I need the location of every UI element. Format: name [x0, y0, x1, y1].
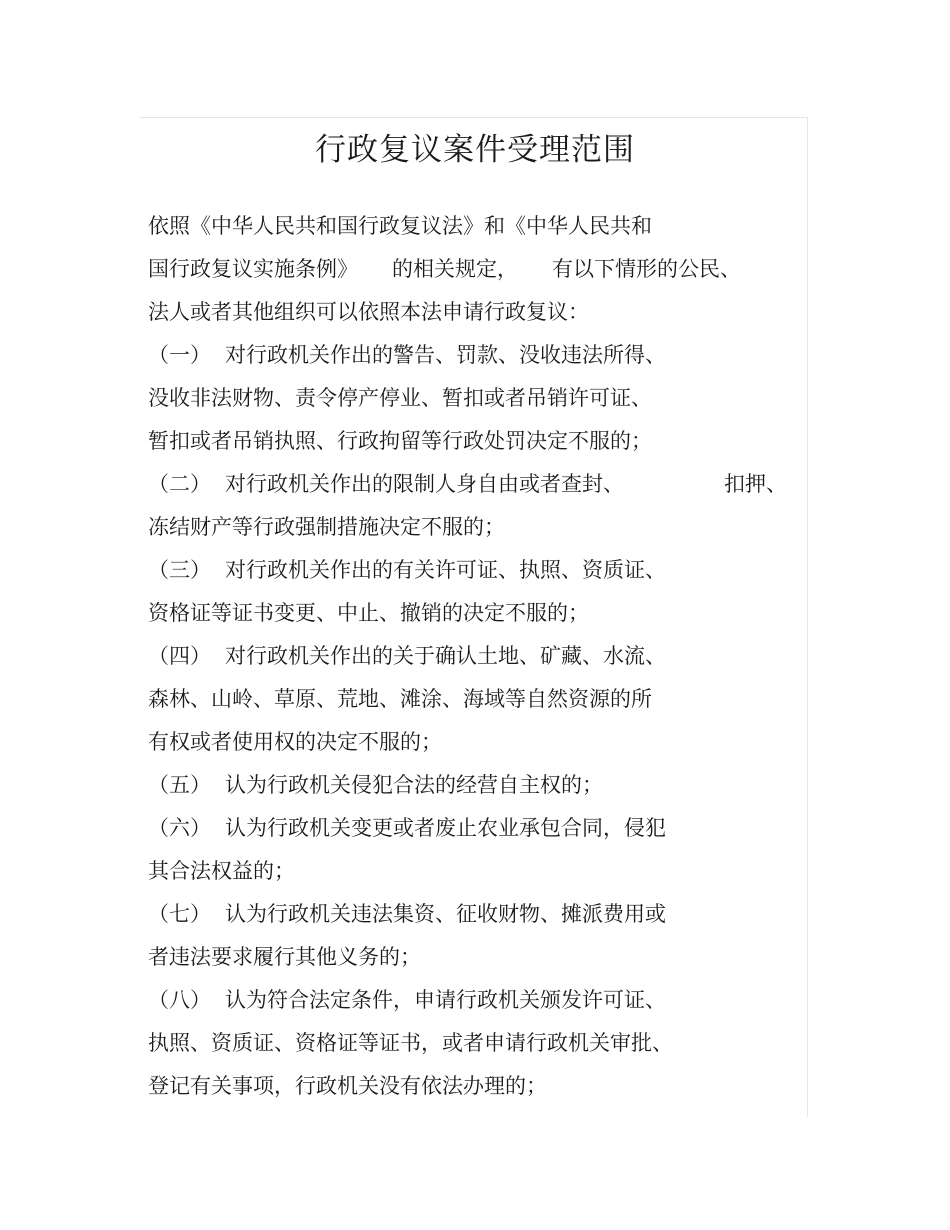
- body-line: [148, 463, 798, 506]
- body-line: [148, 893, 798, 936]
- item-number: （六）: [148, 816, 211, 840]
- line-text: 对行政机关作出的警告、罚款、没收违法所得、: [225, 343, 666, 367]
- line-text: 登记有关事项，行政机关没有依法办理的；: [148, 1074, 547, 1098]
- line-text: 国行政复议实施条例》: [148, 257, 358, 281]
- item-number: （八）: [148, 988, 211, 1012]
- body-line: [148, 592, 798, 635]
- line-text: 森林、山岭、草原、荒地、滩涂、海域等自然资源的所: [148, 687, 652, 711]
- body-line: [148, 979, 798, 1022]
- line-text: 者违法要求履行其他义务的；: [148, 945, 421, 969]
- body-line: [148, 635, 798, 678]
- line-text: 的相关规定，: [392, 257, 518, 281]
- body-line: [148, 850, 798, 893]
- body-line: [148, 1022, 798, 1065]
- body-line: [148, 549, 798, 592]
- body-line: [148, 1065, 798, 1108]
- line-text: 对行政机关作出的有关许可证、执照、资质证、: [225, 558, 666, 582]
- body-line: [148, 807, 798, 850]
- document-body: [148, 205, 798, 1108]
- line-text: 法人或者其他组织可以依照本法申请行政复议：: [148, 300, 589, 324]
- item-number: （五）: [148, 773, 211, 797]
- body-line: [148, 936, 798, 979]
- body-line: [148, 678, 798, 721]
- line-text: 资格证等证书变更、中止、撤销的决定不服的；: [148, 601, 589, 625]
- line-text: 认为行政机关变更或者废止农业承包合同，侵犯: [225, 816, 666, 840]
- item-number: （二）: [148, 472, 211, 496]
- line-text: 没收非法财物、责令停产停业、暂扣或者吊销许可证、: [148, 386, 652, 410]
- item-number: （一）: [148, 343, 211, 367]
- line-text: 暂扣或者吊销执照、行政拘留等行政处罚决定不服的；: [148, 429, 652, 453]
- body-line: [148, 506, 798, 549]
- item-number: （四）: [148, 644, 211, 668]
- line-text: 扣押、: [724, 472, 787, 496]
- line-text: 对行政机关作出的限制人身自由或者查封、: [225, 472, 624, 496]
- line-text: 其合法权益的；: [148, 859, 295, 883]
- body-line: [148, 420, 798, 463]
- line-text: 依照《中华人民共和国行政复议法》和《中华人民共和: [148, 214, 652, 238]
- body-line: [148, 205, 798, 248]
- line-text: 对行政机关作出的关于确认土地、矿藏、水流、: [225, 644, 666, 668]
- body-line: [148, 377, 798, 420]
- body-line: [148, 334, 798, 377]
- line-text: 执照、资质证、资格证等证书，或者申请行政机关审批、: [148, 1031, 673, 1055]
- item-number: （七）: [148, 902, 211, 926]
- body-line: [148, 248, 798, 291]
- line-text: 冻结财产等行政强制措施决定不服的；: [148, 515, 505, 539]
- body-line: [148, 291, 798, 334]
- line-text: 认为行政机关侵犯合法的经营自主权的；: [225, 773, 603, 797]
- document-title: 行政复议案件受理范围: [315, 132, 635, 168]
- line-text: 认为符合法定条件，申请行政机关颁发许可证、: [225, 988, 666, 1012]
- line-text: 认为行政机关违法集资、征收财物、摊派费用或: [225, 902, 666, 926]
- line-text: 有权或者使用权的决定不服的；: [148, 730, 442, 754]
- item-number: （三）: [148, 558, 211, 582]
- line-text: 有以下情形的公民、: [552, 257, 741, 281]
- body-line: [148, 764, 798, 807]
- body-line: [148, 721, 798, 764]
